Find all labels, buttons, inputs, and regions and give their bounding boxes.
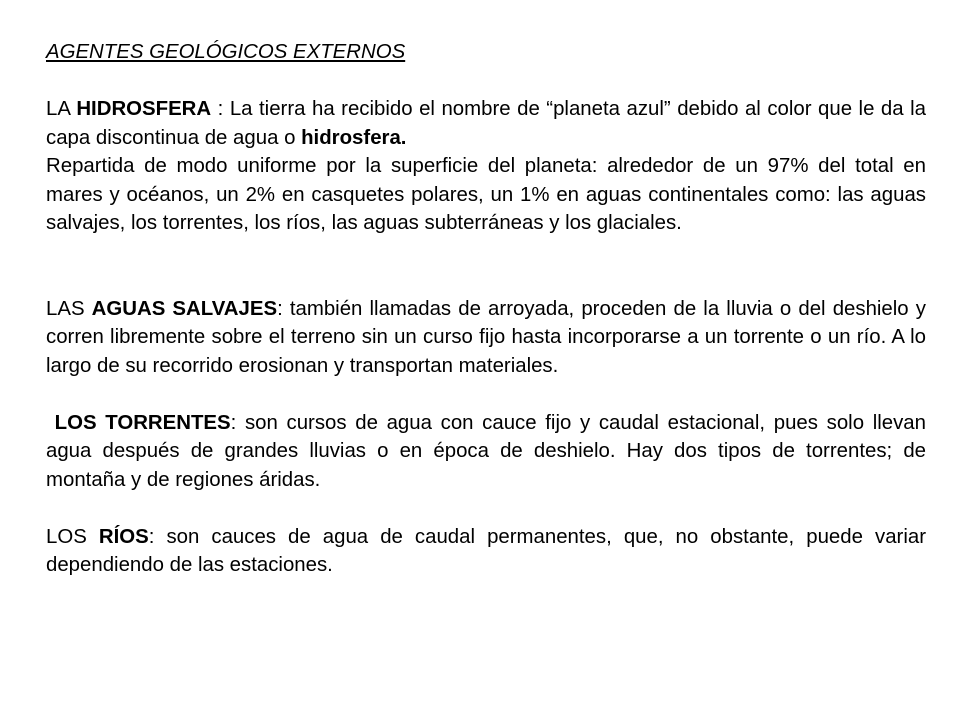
hidrosfera-term-2: hidrosfera.	[301, 126, 407, 149]
spacer	[46, 380, 926, 409]
paragraph-torrentes	[46, 409, 926, 495]
hidrosfera-prefix: LA	[46, 98, 77, 120]
spacer	[46, 238, 926, 295]
paragraph-rios	[46, 523, 926, 580]
hidrosfera-text: : La tierra ha recibido el nombre de “planeta azul” debido al color que le da la capa discontinua de agua o	[46, 98, 926, 149]
paragraph-reparticion: Repartida de modo uniforme por la superficie del planeta: alrededor de un 97% del total en mares y océanos, un 2% en casquetes polares, un 1% en aguas continentales como: las aguas salvajes, los torrentes, los ríos, las aguas subterráneas y los glaciales.	[46, 155, 926, 234]
spacer	[46, 494, 926, 523]
page-title: AGENTES GEOLÓGICOS EXTERNOS	[46, 41, 406, 63]
paragraph-aguas-salvajes	[46, 295, 926, 381]
rios-prefix: LOS	[46, 525, 99, 548]
torrentes-prefix	[46, 412, 55, 434]
aguas-salvajes-term: AGUAS SALVAJES	[91, 297, 278, 320]
paragraph-hidrosfera	[46, 95, 926, 152]
torrentes-text: : son cursos de agua con cauce fijo y caudal estacional, pues solo llevan agua después de grandes lluvias o en época de deshielo. Hay dos tipos de torrentes; de montaña y de regiones áridas.	[46, 411, 926, 491]
aguas-salvajes-prefix: LAS	[46, 297, 92, 320]
spacer	[46, 67, 926, 96]
hidrosfera-term: HIDROSFERA	[76, 98, 212, 120]
rios-term: RÍOS	[98, 525, 149, 548]
aguas-salvajes-text: : también llamadas de arroyada, proceden de la lluvia o del deshielo y corren libremente sobre el terreno sin un curso fijo hasta incorporarse a un torrente o un río. A lo largo de su recorrido erosionan y transportan materiales.	[46, 297, 926, 377]
rios-text: : son cauces de agua de caudal permanentes, que, no obstante, puede variar dependiendo de las estaciones.	[46, 525, 926, 576]
torrentes-term: LOS TORRENTES	[54, 411, 231, 434]
slide-body	[46, 38, 926, 580]
